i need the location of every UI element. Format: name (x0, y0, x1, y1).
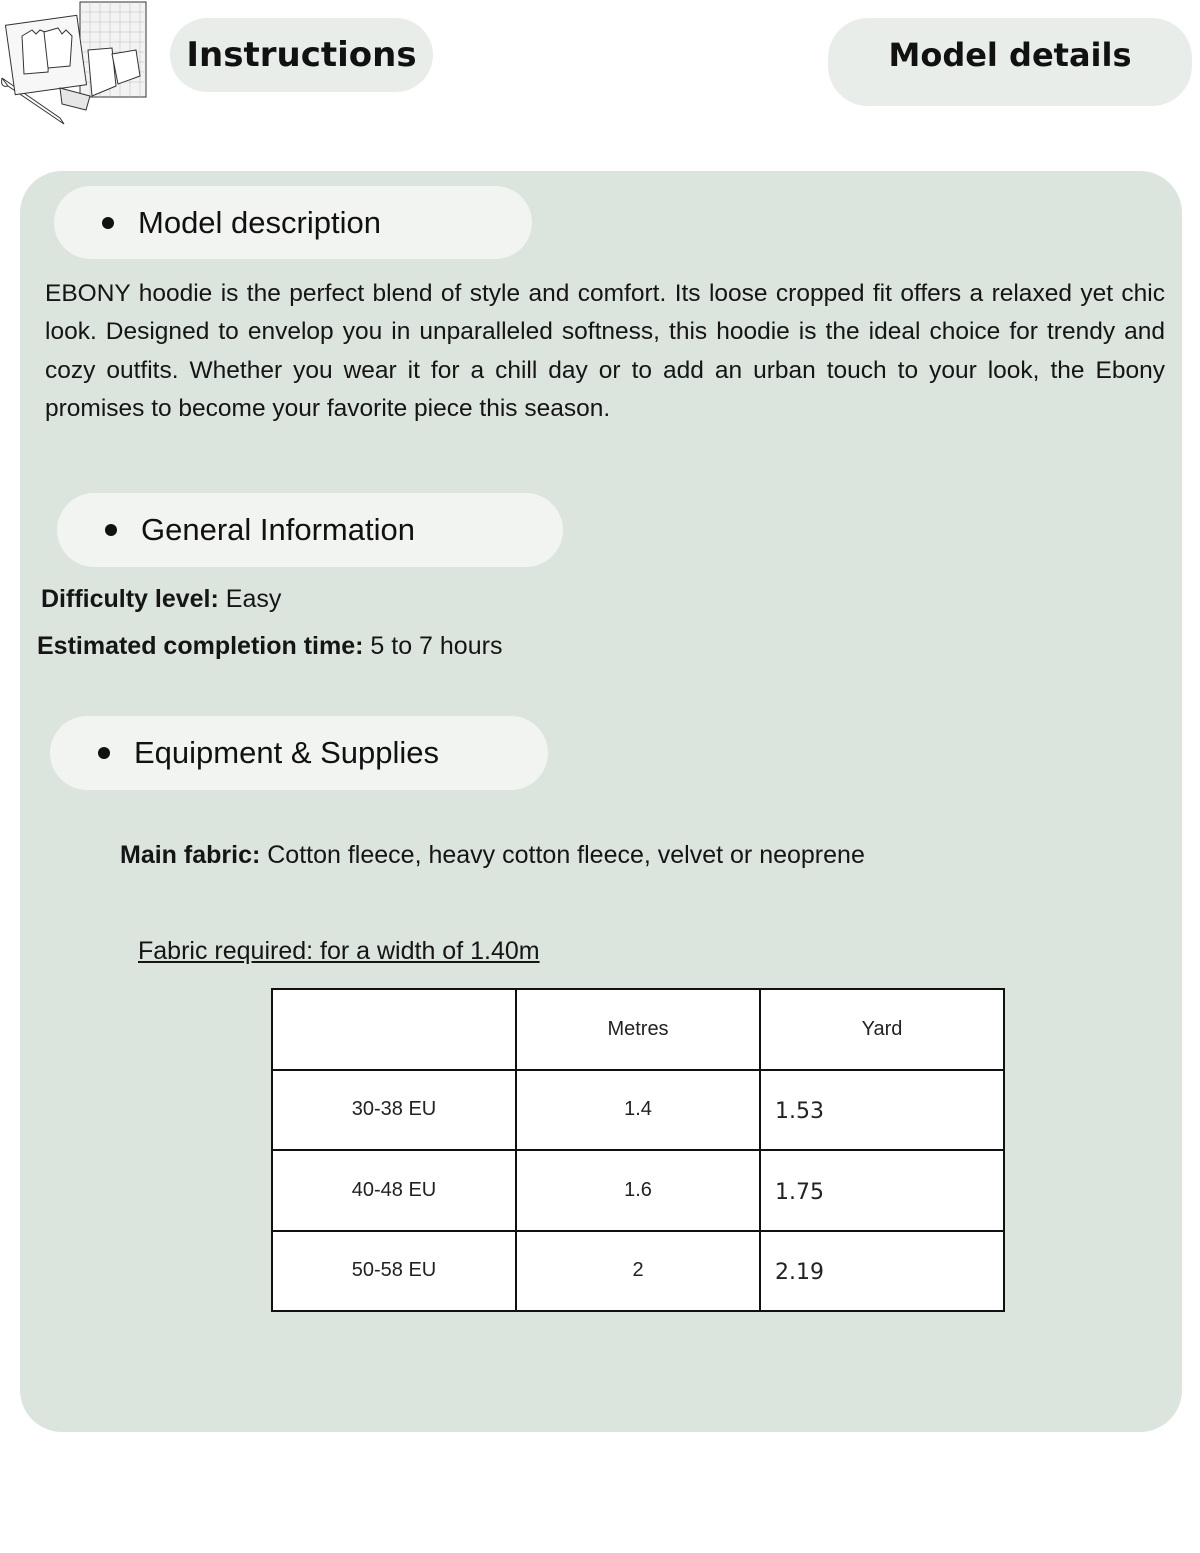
section-title: Model description (138, 204, 381, 240)
difficulty-value: Easy (225, 585, 282, 613)
table-header-cell: Yard (760, 989, 1004, 1070)
table-header-row (272, 989, 1004, 1070)
completion-time-value: 5 to 7 hours (370, 632, 503, 660)
table-row (272, 1150, 1004, 1231)
model-details-tab[interactable] (828, 18, 1192, 106)
metres-cell: 1.4 (516, 1070, 760, 1151)
size-cell: 40-48 EU (272, 1150, 516, 1231)
size-cell: 50-58 EU (272, 1231, 516, 1312)
difficulty-label: Difficulty level: (41, 585, 219, 613)
model-details-label: Model details (888, 36, 1132, 74)
completion-time (37, 632, 502, 661)
main-fabric (120, 841, 865, 870)
model-description-text: EBONY hoodie is the perfect blend of style and comfort. Its loose cropped fit offers a relaxed yet chic look. Designed to envelop you in unparalleled softness, this hoodie is the ideal choice for trendy and cozy outfits. Whether you wear it for a chill day or to add an urban touch to your look, the Ebony promises to become your favorite piece this season. (45, 280, 1165, 422)
yard-cell: 1.75 (760, 1150, 1004, 1231)
size-cell: 30-38 EU (272, 1070, 516, 1151)
equipment-supplies-heading (50, 716, 548, 790)
sewing-pattern-pieces-icon (0, 0, 150, 125)
completion-time-label: Estimated completion time: (37, 632, 364, 660)
content-panel (20, 171, 1182, 1432)
table-header-cell: Metres (516, 989, 760, 1070)
bullet-icon (105, 524, 117, 536)
table-row (272, 1231, 1004, 1312)
section-title: Equipment & Supplies (134, 735, 440, 770)
fabric-required-caption: Fabric required: for a width of 1.40m (138, 937, 540, 965)
yard-cell: 2.19 (760, 1231, 1004, 1312)
bullet-icon (98, 747, 110, 759)
metres-cell: 1.6 (516, 1150, 760, 1231)
metres-cell: 2 (516, 1231, 760, 1312)
fabric-requirements-table (271, 988, 1005, 1312)
difficulty-level (41, 585, 281, 614)
section-title: General Information (141, 512, 415, 547)
bullet-icon (102, 217, 114, 229)
table-header-cell (272, 989, 516, 1070)
table-row (272, 1070, 1004, 1151)
instructions-tab[interactable] (170, 18, 433, 92)
model-description-heading (54, 186, 532, 259)
yard-cell: 1.53 (760, 1070, 1004, 1151)
general-information-heading (57, 493, 563, 567)
main-fabric-label: Main fabric: (120, 841, 261, 869)
instructions-label: Instructions (186, 35, 417, 75)
main-fabric-value: Cotton fleece, heavy cotton fleece, velvet or neoprene (267, 841, 865, 869)
